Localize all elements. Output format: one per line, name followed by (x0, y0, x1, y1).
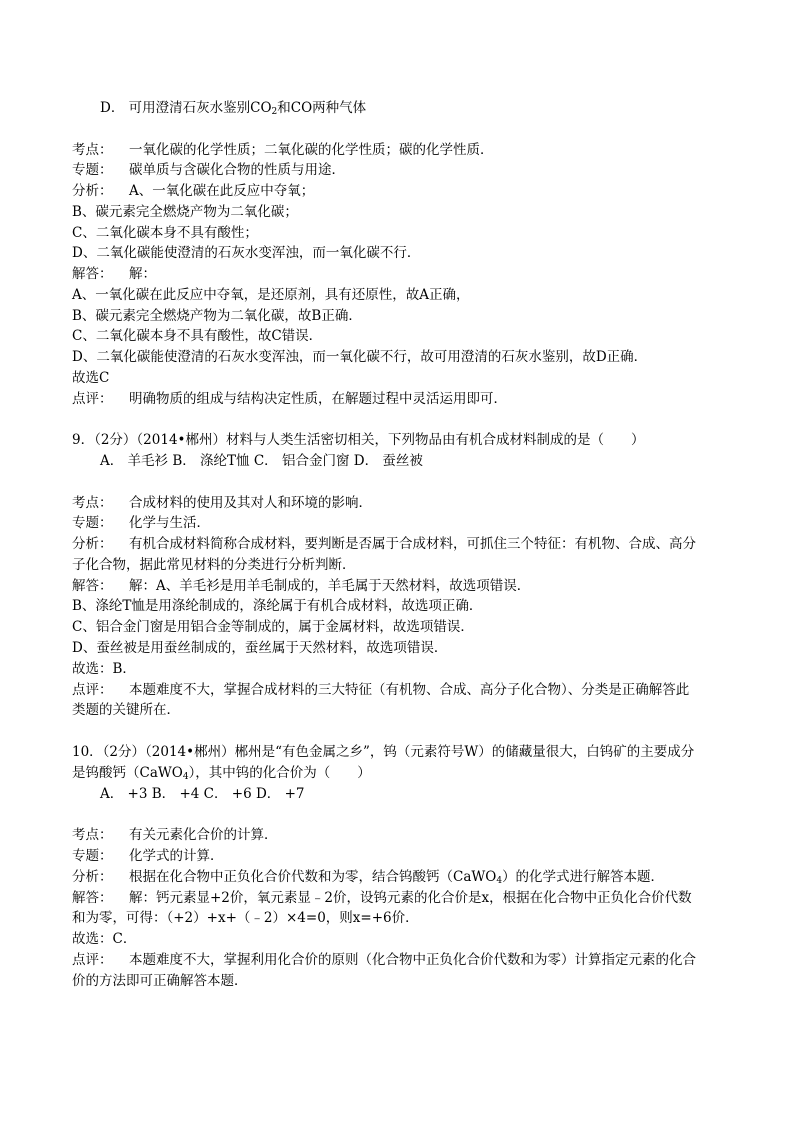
q9-fenxi-cont: 子化合物，据此常见材料的分类进行分析判断． (72, 557, 356, 573)
q10-jieda: 解答： 解：钙元素显+2价，氧元素显﹣2价，设钨元素的化合价是x，根据在化合物中正负化合价代数 (72, 890, 692, 906)
q9-jieda-line: D、蚕丝被是用蚕丝制成的，蚕丝属于天然材料，故选项错误． (72, 640, 448, 656)
q8-dianping: 点评： 明确物质的组成与结构决定性质，在解题过程中灵活运用即可． (72, 391, 507, 407)
q8-option-d: D． 可用澄清石灰水鉴别$CO_2$和CO两种气体 (100, 100, 367, 117)
q10-options: A． +3 B． +4 C． +6 D． +7 (100, 786, 305, 802)
q9-fenxi: 分析： 有机合成材料简称合成材料，要判断是否属于合成材料，可抓住三个特征：有机物、合成、高分 (72, 536, 696, 552)
q10-dianping-cont: 价的方法即可正确解答本题． (72, 973, 248, 989)
q9-dianping: 点评： 本题难度不大，掌握合成材料的三大特征（有机物、合成、高分子化合物）、分类是正确解答此 (72, 682, 690, 698)
q9-kaodian: 考点： 合成材料的使用及其对人和环境的影响． (72, 495, 372, 511)
q9-jieda-line: C、铝合金门窗是用铝合金等制成的，属于金属材料，故选项错误． (72, 619, 474, 635)
q8-fenxi: 分析： A、一氧化碳在此反应中夺氧； (72, 183, 315, 199)
q9-stem: 9．（2分）（2014•郴州）材料与人类生活密切相关，下列物品由有机合成材料制成的是（ ） (72, 432, 645, 448)
q8-fenxi-line: C、二氧化碳本身不具有酸性； (72, 225, 258, 241)
q10-dianping: 点评： 本题难度不大，掌握利用化合价的原则（化合物中正负化合价代数和为零）计算指定元素的化合 (72, 952, 696, 968)
q9-dianping-cont: 类题的关键所在． (72, 702, 180, 718)
q9-jieda: 解答： 解：A、羊毛衫是用羊毛制成的，羊毛属于天然材料，故选项错误． (72, 578, 531, 594)
q9-zhuanti: 专题： 化学与生活． (72, 515, 210, 531)
q8-jieda-line: A、一氧化碳在此反应中夺氧，是还原剂，具有还原性，故A正确， (72, 287, 470, 303)
q8-jieda-line: B、碳元素完全燃烧产物为二氧化碳，故B正确． (72, 308, 362, 324)
q10-fenxi: 分析： 根据在化合物中正负化合价代数和为零，结合钨酸钙（CaWO$_4$）的化学式进行解答本题． (72, 869, 665, 886)
q8-fenxi-line: B、碳元素完全燃烧产物为二氧化碳； (72, 204, 298, 220)
q10-stem-line2: 是钨酸钙（CaWO$_4$），其中钨的化合价为（ ） (72, 765, 371, 782)
q8-jieda-line: D、二氧化碳能使澄清的石灰水变浑浊，而一氧化碳不行，故可用澄清的石灰水鉴别，故D正确． (72, 349, 648, 365)
q10-jieda-cont: 和为零，可得：（+2）+x+（﹣2）×4=0，则x=+6价． (72, 910, 419, 926)
q10-zhuanti: 专题： 化学式的计算． (72, 848, 224, 864)
q8-zhuanti: 专题： 碳单质与含碳化合物的性质与用途． (72, 162, 345, 178)
q8-answer: 故选C (72, 370, 110, 386)
q8-jieda: 解答： 解： (72, 266, 156, 282)
q10-stem-line1: 10．（2分）（2014•郴州）郴州是“有色金属之乡”，钨（元素符号W）的储藏量很大，白钨矿的主要成分 (72, 744, 695, 760)
q9-answer: 故选：B． (72, 661, 136, 677)
q8-kaodian: 考点： 一氧化碳的化学性质；二氧化碳的化学性质；碳的化学性质． (72, 142, 494, 158)
q9-options: A． 羊毛衫 B． 涤纶T恤 C． 铝合金门窗 D． 蚕丝被 (100, 453, 423, 469)
q8-fenxi-line: D、二氧化碳能使澄清的石灰水变浑浊，而一氧化碳不行． (72, 245, 421, 261)
q8-jieda-line: C、二氧化碳本身不具有酸性，故C错误． (72, 328, 323, 344)
q10-kaodian: 考点： 有关元素化合价的计算． (72, 827, 278, 843)
q9-jieda-line: B、涤纶T恤是用涤纶制成的，涤纶属于有机合成材料，故选项正确． (72, 598, 483, 614)
q10-answer: 故选：C． (72, 931, 137, 947)
